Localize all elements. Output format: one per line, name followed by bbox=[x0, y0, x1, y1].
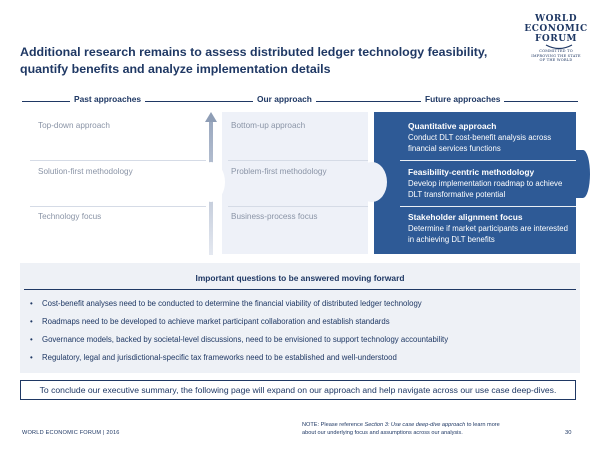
page-title: Additional research remains to assess distributed ledger technology feasibility, quantify benefits and analyze implementation details bbox=[20, 45, 488, 76]
past-row-2: Solution-first methodology bbox=[38, 167, 133, 176]
column-header-future: Future approaches bbox=[421, 94, 504, 104]
row-divider bbox=[30, 160, 206, 161]
bullet-glyph: • bbox=[30, 299, 33, 308]
logo-tagline-2: IMPROVING THE STATE bbox=[531, 53, 581, 58]
list-item bbox=[30, 299, 422, 308]
row-divider bbox=[30, 206, 206, 207]
past-row-1: Top-down approach bbox=[38, 121, 110, 130]
panel-divider bbox=[400, 160, 576, 161]
our-row-1: Bottom-up approach bbox=[231, 121, 306, 130]
note-prefix: NOTE: Please reference bbox=[302, 422, 365, 428]
puzzle-connector bbox=[197, 162, 225, 202]
our-column bbox=[222, 112, 368, 254]
logo-line-1: WORLD bbox=[534, 14, 578, 24]
page-number: 30 bbox=[565, 430, 572, 436]
footer-org: WORLD ECONOMIC FORUM | 2016 bbox=[22, 430, 120, 436]
bullet-glyph: • bbox=[30, 353, 33, 362]
logo-tagline-3: OF THE WORLD bbox=[539, 58, 573, 62]
past-row-3: Technology focus bbox=[38, 212, 102, 221]
questions-title: Important questions to be answered moving forward bbox=[195, 273, 405, 283]
note-reference: Section 3: Use case deep-dive approach bbox=[364, 422, 466, 428]
future-row-3-title: Stakeholder alignment focus bbox=[408, 212, 523, 222]
question-text: Governance models, backed by societal-level discussions, need to be envisioned to support technology accountability bbox=[42, 335, 449, 344]
list-item bbox=[30, 335, 448, 344]
future-row-1-desc: Conduct DLT cost-benefit analysis across financial services functions bbox=[408, 133, 552, 153]
puzzle-connector bbox=[357, 162, 387, 202]
logo-line-2: ECONOMIC bbox=[524, 24, 588, 34]
row-divider bbox=[228, 206, 368, 207]
question-text: Cost-benefit analyses need to be conducted to determine the financial viability of distributed ledger technology bbox=[42, 299, 422, 308]
footer-note bbox=[302, 421, 512, 437]
bullet-glyph: • bbox=[30, 335, 33, 344]
column-header-ours: Our approach bbox=[253, 94, 316, 104]
panel-divider bbox=[400, 206, 576, 207]
future-row-2-desc: Develop implementation roadmap to achieve DLT transformative potential bbox=[408, 179, 563, 199]
logo-tagline-1: COMMITTED TO bbox=[539, 49, 573, 53]
logo-line-3: FORUM bbox=[534, 34, 578, 44]
question-text: Roadmaps need to be developed to achieve market participant collaboration and establish standards bbox=[42, 317, 390, 326]
future-row-1-title: Quantitative approach bbox=[408, 121, 497, 131]
future-row-3-desc: Determine if market participants are interested in achieving DLT benefits bbox=[408, 224, 568, 244]
question-text: Regulatory, legal and jurisdictional-specific tax frameworks need to be established and well-understood bbox=[42, 353, 397, 362]
puzzle-connector bbox=[576, 150, 590, 198]
logo-arc-icon bbox=[544, 43, 574, 51]
wef-logo bbox=[520, 14, 592, 63]
bullet-glyph: • bbox=[30, 317, 33, 326]
future-row-2-title: Feasibility-centric methodology bbox=[408, 167, 535, 177]
note-suffix: to learn more about our underlying focus and assumptions across our analysis. bbox=[302, 422, 500, 436]
list-item bbox=[30, 353, 397, 362]
row-divider bbox=[228, 160, 368, 161]
past-column bbox=[22, 112, 212, 254]
column-header-past: Past approaches bbox=[70, 94, 145, 104]
our-row-2: Problem-first methodology bbox=[231, 167, 327, 176]
our-row-3: Business-process focus bbox=[231, 212, 318, 221]
list-item bbox=[30, 317, 390, 326]
conclusion-box: To conclude our executive summary, the following page will expand on our approach and help navigate across our use case deep-dives. bbox=[20, 380, 576, 400]
questions-rule bbox=[24, 289, 576, 290]
